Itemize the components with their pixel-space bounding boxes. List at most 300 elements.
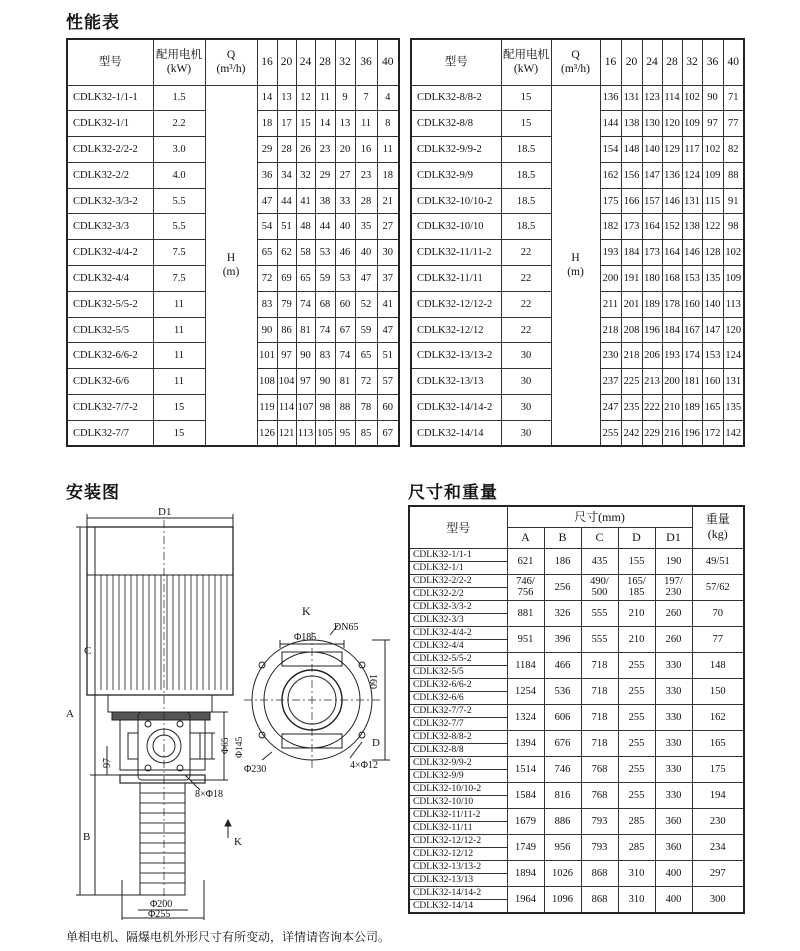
header-flow: 28: [315, 39, 335, 85]
head-value-cell: 140: [642, 137, 662, 163]
head-value-cell: 34: [277, 162, 296, 188]
dims-header-d: D: [618, 527, 655, 548]
head-value-cell: 119: [257, 395, 277, 421]
table-row: [411, 85, 744, 111]
head-value-cell: 120: [723, 317, 744, 343]
table-row: [409, 548, 744, 574]
table-row: [409, 782, 744, 808]
motor-body: [87, 527, 233, 695]
dim-bolts-4: 4×Φ12: [350, 760, 378, 771]
dim-value-cell: 165: [692, 730, 744, 756]
dim-value-cell: 1184: [507, 652, 544, 678]
head-value-cell: 109: [682, 111, 702, 137]
dim-value-cell: 310: [618, 886, 655, 913]
head-value-cell: 60: [335, 291, 355, 317]
head-value-cell: 51: [277, 214, 296, 240]
dim-value-cell: 70: [692, 600, 744, 626]
table-row: [409, 730, 744, 756]
head-value-cell: 26: [296, 137, 315, 163]
model-pair-cell: [409, 600, 507, 626]
performance-table-right: [410, 38, 745, 447]
dim-value-cell: 186: [544, 548, 581, 574]
model-name: CDLK32-2/2: [410, 587, 507, 600]
head-value-cell: 23: [355, 162, 377, 188]
head-value-cell: 237: [600, 369, 621, 395]
model-name: CDLK32-11/11: [410, 821, 507, 834]
head-value-cell: 47: [355, 266, 377, 292]
dim-value-cell: 1964: [507, 886, 544, 913]
head-value-cell: 115: [702, 188, 723, 214]
head-value-cell: 191: [621, 266, 642, 292]
head-value-cell: 113: [723, 291, 744, 317]
head-value-cell: 120: [662, 111, 682, 137]
dim-value-cell: 297: [692, 860, 744, 886]
model-pair-cell: [409, 834, 507, 860]
head-value-cell: 44: [277, 188, 296, 214]
model-cell: CDLK32-5/5: [67, 317, 153, 343]
dim-d: D: [372, 737, 380, 749]
head-value-cell: 79: [277, 291, 296, 317]
motor-bracket: [108, 695, 212, 712]
header-flow: 16: [600, 39, 621, 85]
head-value-cell: 182: [600, 214, 621, 240]
dim-value-cell: 255: [618, 678, 655, 704]
motor-kw-cell: 22: [501, 317, 551, 343]
head-value-cell: 47: [377, 317, 399, 343]
dim-value-cell: 330: [655, 704, 692, 730]
head-value-cell: 178: [662, 291, 682, 317]
header-q: Q (m³/h): [205, 39, 257, 85]
motor-kw-cell: 11: [153, 343, 205, 369]
head-value-cell: 27: [377, 214, 399, 240]
head-value-cell: 138: [621, 111, 642, 137]
header-motor: 配用电机 (kW): [501, 39, 551, 85]
motor-kw-cell: 15: [153, 395, 205, 421]
head-value-cell: 222: [642, 395, 662, 421]
head-value-cell: 114: [662, 85, 682, 111]
head-value-cell: 200: [662, 369, 682, 395]
dim-value-cell: 360: [655, 834, 692, 860]
table-row: [409, 886, 744, 913]
head-value-cell: 173: [642, 240, 662, 266]
model-name: CDLK32-7/7-2: [413, 705, 472, 716]
dims-header-weight: 重量 (kg): [692, 506, 744, 548]
motor-kw-cell: 22: [501, 240, 551, 266]
dim-value-cell: 330: [655, 756, 692, 782]
dim-value-cell: 255: [618, 704, 655, 730]
head-value-cell: 65: [355, 343, 377, 369]
motor-kw-cell: 18.5: [501, 214, 551, 240]
model-name: CDLK32-6/6: [410, 691, 507, 704]
dim-value-cell: 360: [655, 808, 692, 834]
head-value-cell: 104: [277, 369, 296, 395]
dim-value-cell: 768: [581, 782, 618, 808]
model-name: CDLK32-3/3-2: [413, 601, 472, 612]
head-value-cell: 65: [257, 240, 277, 266]
model-cell: CDLK32-3/3: [67, 214, 153, 240]
dim-value-cell: 718: [581, 652, 618, 678]
head-value-cell: 98: [315, 395, 335, 421]
table-row: [409, 626, 744, 652]
head-value-cell: 136: [662, 162, 682, 188]
model-name: CDLK32-6/6-2: [413, 679, 472, 690]
dims-header-a: A: [507, 527, 544, 548]
head-value-cell: 11: [377, 137, 399, 163]
dim-value-cell: 255: [618, 782, 655, 808]
table-row: [409, 574, 744, 600]
head-value-cell: 54: [257, 214, 277, 240]
motor-kw-cell: 18.5: [501, 162, 551, 188]
h-unit-cell: H (m): [205, 85, 257, 446]
motor-kw-cell: 15: [153, 420, 205, 446]
head-value-cell: 29: [257, 137, 277, 163]
k-label: K: [234, 836, 242, 848]
model-cell: CDLK32-4/4-2: [67, 240, 153, 266]
dim-value-cell: 155: [618, 548, 655, 574]
head-value-cell: 23: [315, 137, 335, 163]
dim-value-cell: 330: [655, 730, 692, 756]
model-name: CDLK32-8/8: [410, 743, 507, 756]
motor-kw-cell: 7.5: [153, 240, 205, 266]
head-value-cell: 162: [600, 162, 621, 188]
head-value-cell: 90: [296, 343, 315, 369]
header-flow: 36: [702, 39, 723, 85]
motor-kw-cell: 18.5: [501, 188, 551, 214]
model-cell: CDLK32-10/10: [411, 214, 501, 240]
header-flow: 20: [621, 39, 642, 85]
motor-kw-cell: 1.5: [153, 85, 205, 111]
dim-c: C: [84, 645, 92, 657]
model-cell: CDLK32-6/6-2: [67, 343, 153, 369]
dim-value-cell: 49/51: [692, 548, 744, 574]
dim-value-cell: 77: [692, 626, 744, 652]
head-value-cell: 173: [621, 214, 642, 240]
motor-kw-cell: 30: [501, 395, 551, 421]
model-cell: CDLK32-7/7-2: [67, 395, 153, 421]
dim-value-cell: 676: [544, 730, 581, 756]
head-value-cell: 128: [702, 240, 723, 266]
dim-value-cell: 1096: [544, 886, 581, 913]
dim-value-cell: 868: [581, 886, 618, 913]
head-value-cell: 193: [662, 343, 682, 369]
head-value-cell: 12: [296, 85, 315, 111]
pump-stack: [140, 783, 185, 895]
model-pair-cell: [409, 860, 507, 886]
head-value-cell: 90: [702, 85, 723, 111]
dim-value-cell: 490/ 500: [581, 574, 618, 600]
dim-value-cell: 197/ 230: [655, 574, 692, 600]
head-value-cell: 46: [335, 240, 355, 266]
head-value-cell: 113: [296, 420, 315, 446]
dim-value-cell: 194: [692, 782, 744, 808]
dim-value-cell: 1324: [507, 704, 544, 730]
head-value-cell: 131: [682, 188, 702, 214]
model-name: CDLK32-2/2-2: [413, 575, 472, 586]
dim-97: 97: [102, 758, 113, 768]
dim-value-cell: 793: [581, 834, 618, 860]
head-value-cell: 28: [355, 188, 377, 214]
model-cell: CDLK32-12/12-2: [411, 291, 501, 317]
head-value-cell: 44: [315, 214, 335, 240]
model-pair-cell: [409, 574, 507, 600]
head-value-cell: 147: [702, 317, 723, 343]
table-row: [409, 834, 744, 860]
model-name: CDLK32-12/12: [410, 847, 507, 860]
dim-value-cell: 718: [581, 730, 618, 756]
head-value-cell: 86: [277, 317, 296, 343]
model-name: CDLK32-12/12-2: [413, 835, 482, 846]
head-value-cell: 152: [662, 214, 682, 240]
dim-value-cell: 150: [692, 678, 744, 704]
head-value-cell: 7: [355, 85, 377, 111]
head-value-cell: 123: [642, 85, 662, 111]
dim-value-cell: 255: [618, 652, 655, 678]
dim-value-cell: 466: [544, 652, 581, 678]
model-pair-cell: [409, 652, 507, 678]
head-value-cell: 174: [682, 343, 702, 369]
model-name: CDLK32-14/14-2: [413, 887, 482, 898]
head-value-cell: 208: [621, 317, 642, 343]
dim-value-cell: 746: [544, 756, 581, 782]
model-cell: CDLK32-1/1-1: [67, 85, 153, 111]
head-value-cell: 193: [600, 240, 621, 266]
head-value-cell: 156: [621, 162, 642, 188]
head-value-cell: 74: [335, 343, 355, 369]
head-value-cell: 68: [315, 291, 335, 317]
head-value-cell: 153: [702, 343, 723, 369]
model-name: CDLK32-14/14: [410, 899, 507, 912]
dim-phi65: Φ65: [221, 737, 231, 754]
motor-kw-cell: 4.0: [153, 162, 205, 188]
dim-value-cell: 400: [655, 886, 692, 913]
head-value-cell: 85: [355, 420, 377, 446]
head-value-cell: 9: [335, 85, 355, 111]
performance-table-left: [66, 38, 400, 447]
head-value-cell: 131: [621, 85, 642, 111]
dim-value-cell: 255: [618, 756, 655, 782]
head-value-cell: 175: [600, 188, 621, 214]
model-cell: CDLK32-13/13: [411, 369, 501, 395]
dim-value-cell: 330: [655, 782, 692, 808]
dim-value-cell: 285: [618, 808, 655, 834]
head-value-cell: 51: [377, 343, 399, 369]
motor-kw-cell: 7.5: [153, 266, 205, 292]
head-value-cell: 90: [257, 317, 277, 343]
head-value-cell: 165: [702, 395, 723, 421]
installation-drawing: [60, 500, 405, 925]
head-value-cell: 146: [662, 188, 682, 214]
head-value-cell: 142: [723, 420, 744, 446]
dim-value-cell: 768: [581, 756, 618, 782]
motor-kw-cell: 30: [501, 420, 551, 446]
head-value-cell: 17: [277, 111, 296, 137]
motor-kw-cell: 2.2: [153, 111, 205, 137]
dims-header-d1: D1: [655, 527, 692, 548]
model-cell: CDLK32-14/14: [411, 420, 501, 446]
dim-value-cell: 555: [581, 626, 618, 652]
dims-header-size: 尺寸(mm): [507, 506, 692, 527]
dim-value-cell: 1254: [507, 678, 544, 704]
dim-value-cell: 1394: [507, 730, 544, 756]
dims-header-b: B: [544, 527, 581, 548]
model-cell: CDLK32-14/14-2: [411, 395, 501, 421]
dim-value-cell: 793: [581, 808, 618, 834]
head-value-cell: 14: [315, 111, 335, 137]
dim-value-cell: 300: [692, 886, 744, 913]
head-value-cell: 40: [355, 240, 377, 266]
model-name: CDLK32-5/5-2: [413, 653, 472, 664]
table-row: [409, 652, 744, 678]
header-flow: 40: [377, 39, 399, 85]
head-value-cell: 88: [723, 162, 744, 188]
dim-phi230: Φ230: [244, 764, 267, 775]
dim-value-cell: 260: [655, 600, 692, 626]
motor-kw-cell: 22: [501, 291, 551, 317]
dim-value-cell: 956: [544, 834, 581, 860]
head-value-cell: 27: [335, 162, 355, 188]
dim-value-cell: 330: [655, 652, 692, 678]
model-cell: CDLK32-12/12: [411, 317, 501, 343]
head-value-cell: 32: [296, 162, 315, 188]
motor-kw-cell: 30: [501, 369, 551, 395]
model-cell: CDLK32-7/7: [67, 420, 153, 446]
model-pair-cell: [409, 808, 507, 834]
head-value-cell: 109: [702, 162, 723, 188]
model-cell: CDLK32-11/11-2: [411, 240, 501, 266]
table-row: [409, 860, 744, 886]
dim-value-cell: 210: [618, 600, 655, 626]
head-value-cell: 47: [257, 188, 277, 214]
table-row: [67, 85, 399, 111]
model-name: CDLK32-7/7: [410, 717, 507, 730]
head-value-cell: 16: [355, 137, 377, 163]
head-value-cell: 129: [662, 137, 682, 163]
dim-value-cell: 555: [581, 600, 618, 626]
motor-fins: [95, 575, 227, 690]
head-value-cell: 140: [702, 291, 723, 317]
motor-kw-cell: 18.5: [501, 137, 551, 163]
head-value-cell: 28: [277, 137, 296, 163]
head-value-cell: 255: [600, 420, 621, 446]
head-value-cell: 41: [296, 188, 315, 214]
head-value-cell: 164: [642, 214, 662, 240]
head-value-cell: 180: [642, 266, 662, 292]
model-name: CDLK32-10/10-2: [413, 783, 482, 794]
table-row: [409, 704, 744, 730]
head-value-cell: 124: [723, 343, 744, 369]
head-value-cell: 181: [682, 369, 702, 395]
head-value-cell: 154: [600, 137, 621, 163]
header-flow: 16: [257, 39, 277, 85]
head-value-cell: 167: [682, 317, 702, 343]
head-value-cell: 65: [296, 266, 315, 292]
dimensions-title: 尺寸和重量: [408, 483, 498, 503]
head-value-cell: 247: [600, 395, 621, 421]
dim-value-cell: 536: [544, 678, 581, 704]
head-value-cell: 189: [682, 395, 702, 421]
head-value-cell: 13: [335, 111, 355, 137]
head-value-cell: 196: [642, 317, 662, 343]
model-pair-cell: [409, 704, 507, 730]
model-cell: CDLK32-4/4: [67, 266, 153, 292]
head-value-cell: 59: [355, 317, 377, 343]
dim-value-cell: 330: [655, 678, 692, 704]
dim-value-cell: 1584: [507, 782, 544, 808]
dim-phi255: Φ255: [148, 909, 171, 920]
head-value-cell: 37: [377, 266, 399, 292]
head-value-cell: 58: [296, 240, 315, 266]
header-model: 型号: [67, 39, 153, 85]
head-value-cell: 38: [315, 188, 335, 214]
head-value-cell: 105: [315, 420, 335, 446]
dim-value-cell: 746/ 756: [507, 574, 544, 600]
motor-kw-cell: 22: [501, 266, 551, 292]
dim-value-cell: 1514: [507, 756, 544, 782]
head-value-cell: 74: [315, 317, 335, 343]
head-value-cell: 211: [600, 291, 621, 317]
dim-value-cell: 285: [618, 834, 655, 860]
motor-kw-cell: 11: [153, 317, 205, 343]
dim-a: A: [66, 708, 74, 720]
model-pair-cell: [409, 782, 507, 808]
head-value-cell: 146: [682, 240, 702, 266]
dim-value-cell: 162: [692, 704, 744, 730]
header-flow: 32: [682, 39, 702, 85]
model-name: CDLK32-10/10: [410, 795, 507, 808]
dim-value-cell: 210: [618, 626, 655, 652]
head-value-cell: 97: [277, 343, 296, 369]
header-flow: 28: [662, 39, 682, 85]
model-cell: CDLK32-2/2-2: [67, 137, 153, 163]
head-value-cell: 201: [621, 291, 642, 317]
model-pair-cell: [409, 548, 507, 574]
head-value-cell: 131: [723, 369, 744, 395]
dim-value-cell: 256: [544, 574, 581, 600]
dimensions-table: [408, 505, 745, 914]
motor-kw-cell: 11: [153, 291, 205, 317]
head-value-cell: 4: [377, 85, 399, 111]
head-value-cell: 213: [642, 369, 662, 395]
model-name: CDLK32-9/9: [410, 769, 507, 782]
motor-kw-cell: 3.0: [153, 137, 205, 163]
model-cell: CDLK32-5/5-2: [67, 291, 153, 317]
model-name: CDLK32-9/9-2: [413, 757, 472, 768]
model-cell: CDLK32-8/8-2: [411, 85, 501, 111]
dims-header-c: C: [581, 527, 618, 548]
head-value-cell: 11: [315, 85, 335, 111]
head-value-cell: 172: [702, 420, 723, 446]
dim-value-cell: 165/ 185: [618, 574, 655, 600]
head-value-cell: 200: [600, 266, 621, 292]
head-value-cell: 189: [642, 291, 662, 317]
head-value-cell: 20: [335, 137, 355, 163]
head-value-cell: 95: [335, 420, 355, 446]
head-value-cell: 166: [621, 188, 642, 214]
head-value-cell: 153: [682, 266, 702, 292]
model-name: CDLK32-4/4-2: [413, 627, 472, 638]
head-value-cell: 81: [296, 317, 315, 343]
head-value-cell: 144: [600, 111, 621, 137]
dim-160: 160: [367, 674, 378, 689]
head-value-cell: 67: [377, 420, 399, 446]
table-row: [409, 808, 744, 834]
model-cell: CDLK32-10/10-2: [411, 188, 501, 214]
head-value-cell: 15: [296, 111, 315, 137]
head-value-cell: 40: [335, 214, 355, 240]
head-value-cell: 81: [335, 369, 355, 395]
head-value-cell: 101: [257, 343, 277, 369]
head-value-cell: 90: [315, 369, 335, 395]
